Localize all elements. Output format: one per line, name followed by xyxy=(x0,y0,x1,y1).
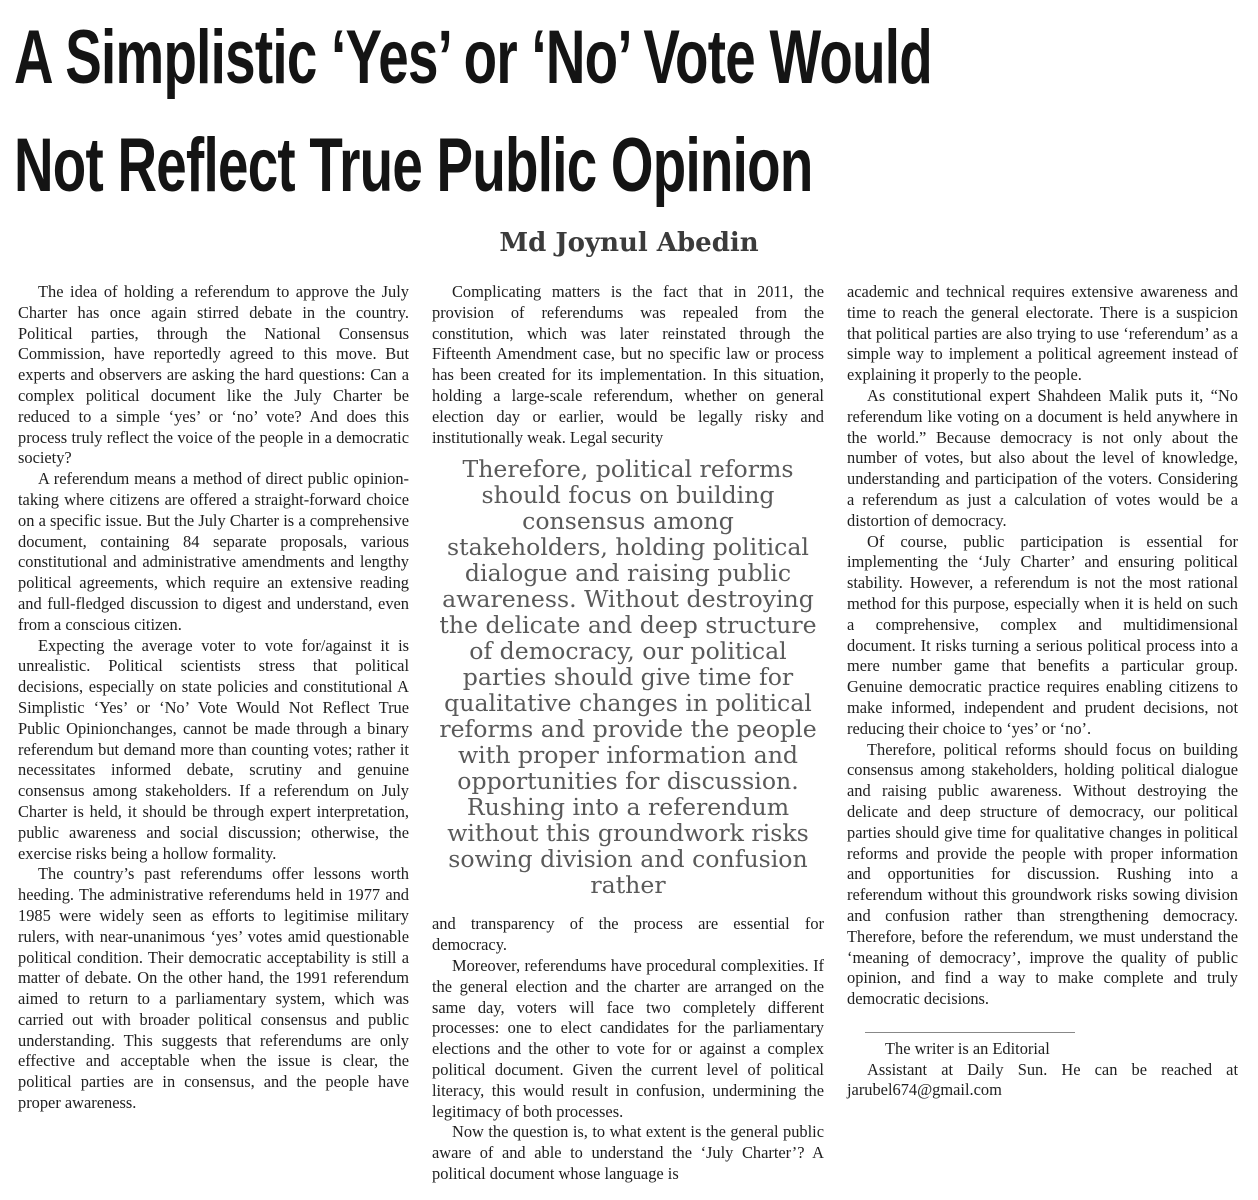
divider xyxy=(865,1032,1075,1033)
headline-line-2: Not Reflect True Public Opinion xyxy=(14,123,813,208)
paragraph-continued: and transparency of the process are essential for democracy. xyxy=(432,914,824,955)
column-2 xyxy=(432,282,824,1185)
writer-note-line-1: The writer is an Editorial xyxy=(885,1038,1050,1058)
paragraph: Complicating matters is the fact that in 2011, the provision of referendums was repealed from the constitution, which was later reinstated through the Fifteenth Amendment case, but no specific law or process has been created for its implementation. In this situation, holding a large-scale referendum, whether on general election day or earlier, would be legally risky and institutionally weak. Legal security xyxy=(432,282,824,447)
paragraph: Moreover, referendums have procedural complexities. If the general election and the charter are arranged on the same day, voters will face two completely different processes: one to elect candidates for the parliamentary elections and the other to vote for or against a complex political document. Given the current level of political literacy, this would result in confusion, undermining the legitimacy of both processes. xyxy=(432,955,824,1121)
paragraph: The idea of holding a referendum to approve the July Charter has once again stirred debate in the country. Political parties, through the National Consensus Commission, have reportedly agreed to this move. But experts and observers are asking the hard questions: Can a complex political document like the July Charter be reduced to a simple ‘yes’ or ‘no’ vote? And does this process truly reflect the voice of the people in a democratic society? xyxy=(18,282,409,468)
column-1 xyxy=(18,282,409,1114)
paragraph: Expecting the average voter to vote for/against it is unrealistic. Political scientists stress that political decisions, especially on state policies and constitutional A Simplistic ‘Yes’ or ‘No’ Vote Would Not Reflect True Public Opinionchanges, cannot be made through a binary referendum but demand more than counting votes; rather it necessitates informed debate, scrutiny and genuine consensus among stakeholders. If a referendum on July Charter is held, it should be through expert interpretation, public awareness and social discussion; otherwise, the exercise risks being a hollow formality. xyxy=(18,635,409,863)
pull-quote: Therefore, political reforms should focus on building consensus among stakeholders, holding political dialogue and raising public awareness. Without destroying the delicate and deep structure of democracy, our political parties should give time for qualitative changes in political reforms and provide the people with proper information and opportunities for discussion. Rushing into a referendum without this groundwork risks sowing division and confusion rather xyxy=(439,455,817,900)
writer-note-line-2: Assistant at Daily Sun. He can be reached at jarubel674@gmail.com xyxy=(847,1059,1238,1100)
headline xyxy=(14,4,932,220)
paragraph: A referendum means a method of direct public opinion-taking where citizens are offered a straight-forward choice on a specific issue. But the July Charter is a comprehensive document, containing 84 separate proposals, various constitutional and administrative amendments and lengthy political agreements, which require an extensive reading and full-fledged discussion to digest and understand, even from a conscious citizen. xyxy=(18,469,409,634)
column-3 xyxy=(847,282,1238,1101)
paragraph: As constitutional expert Shahdeen Malik puts it, “No referendum like voting on a document is held anywhere in the world.” Because democracy is not only about the number of votes, but also about the level of knowledge, understanding and participation of the voters. Considering a referendum as just a calculation of votes would be a distortion of democracy. xyxy=(847,385,1238,530)
paragraph: Therefore, political reforms should focus on building consensus among stakeholders, holding political dialogue and raising public awareness. Without destroying the delicate and deep structure of democracy, our political parties should give time for qualitative changes in political reforms and provide the people with proper information and opportunities for discussion. Rushing into a referendum without this groundwork risks sowing division and confusion rather than strengthening democracy. Therefore, before the referendum, we must understand the ‘meaning of democracy’, improve the quality of public opinion, and find a way to make complete and truly democratic decisions. xyxy=(847,739,1238,1009)
paragraph: Of course, public participation is essential for implementing the ‘July Charter’ and ensuring political stability. However, a referendum is not the most rational method for this purpose, especially when it is held on such a comprehensive, complex and multidimensional document. It risks turning a serious political process into a mere number game that benefits a particular group. Genuine democratic practice requires enabling citizens to make informed, independent and prudent decisions, not reducing their choice to ‘yes’ or ‘no’. xyxy=(847,531,1238,738)
paragraph: Now the question is, to what extent is the general public aware of and able to understand the ‘July Charter’? A political document whose language is xyxy=(432,1122,824,1183)
headline-line-1: A Simplistic ‘Yes’ or ‘No’ Vote Would xyxy=(14,15,932,100)
byline: Md Joynul Abedin xyxy=(499,228,759,258)
paragraph-continued: academic and technical requires extensive awareness and time to reach the general electorate. There is a suspicion that political parties are also trying to use ‘referendum’ as a simple way to implement a political agreement instead of explaining it properly to the people. xyxy=(847,282,1238,385)
paragraph: The country’s past referendums offer lessons worth heeding. The administrative referendums held in 1977 and 1985 were widely seen as efforts to legitimise military rulers, with near-unanimous ‘yes’ votes amid questionable political condition. Their democratic acceptability is still a matter of debate. On the other hand, the 1991 referendum aimed to return to a parliamentary system, which was carried out with broader political consensus and public understanding. This suggests that referendums are only effective and acceptable when the issue is clear, the political parties are in consensus, and the people have proper awareness. xyxy=(18,864,409,1113)
